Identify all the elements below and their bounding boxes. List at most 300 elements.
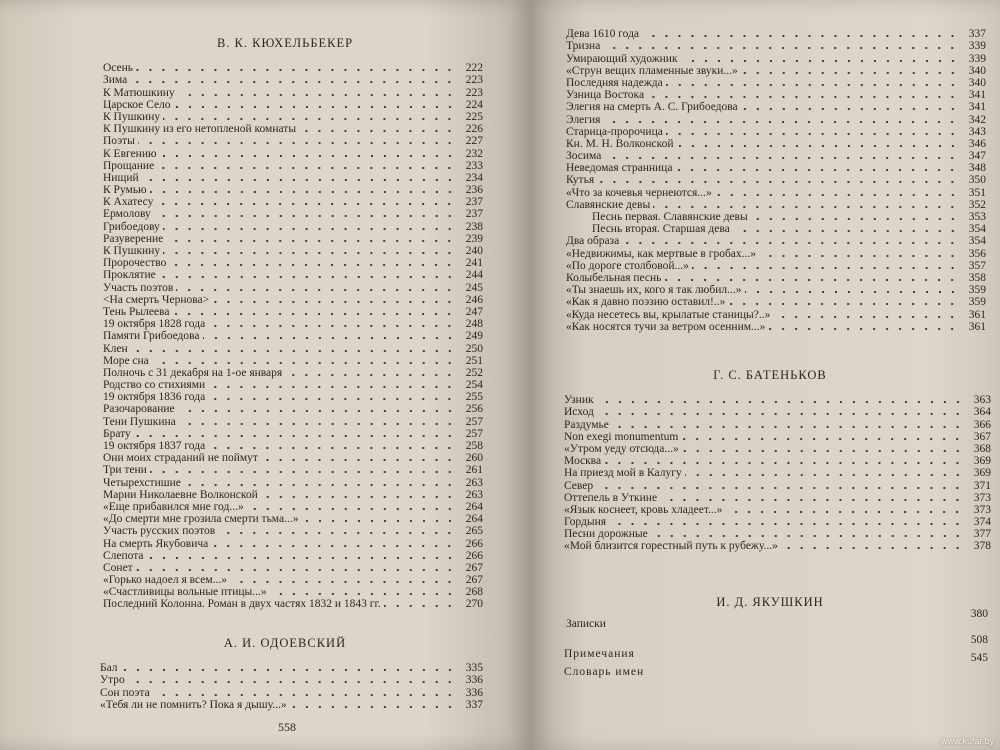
- toc-entry-title: Разуверение: [103, 232, 164, 245]
- dot-leader: [218, 531, 456, 535]
- toc-entry-page: 239: [465, 232, 483, 245]
- toc-entry: [100, 699, 483, 711]
- toc-entry-title: Раздумье: [564, 418, 609, 431]
- toc-entry-page: 364: [973, 406, 991, 419]
- toc-entry: [103, 330, 483, 342]
- toc-entry: [103, 586, 483, 598]
- dot-leader: [131, 349, 456, 353]
- dot-leader: [773, 315, 959, 319]
- toc-entry: [103, 537, 483, 549]
- toc-list-odoevsky: [100, 662, 483, 711]
- toc-entry-title: На приезд мой в Калугу: [564, 467, 682, 480]
- toc-entry: [103, 513, 483, 525]
- toc-entry-title: Элегия на смерть А. С. Грибоедова: [566, 101, 738, 114]
- toc-entry-title: 19 октября 1836 года: [103, 391, 206, 404]
- dot-leader: [211, 544, 456, 548]
- toc-entry-page: 256: [465, 403, 483, 416]
- toc-entry-page: 335: [465, 662, 483, 675]
- dot-leader: [741, 107, 959, 111]
- toc-entry-title: Колыбельная песнь: [566, 271, 662, 284]
- toc-entry-title: Сонет: [103, 561, 133, 574]
- toc-entry-title: «Еще прибавился мне год...»: [103, 500, 244, 513]
- toc-entry-title: Утро: [100, 674, 125, 687]
- toc-entry-page: 361: [968, 308, 986, 321]
- toc-entry: [100, 674, 483, 686]
- toc-entry-page: 361: [968, 320, 986, 333]
- toc-entry-page: 257: [465, 415, 483, 428]
- toc-entry-page: 337: [465, 698, 483, 711]
- toc-entry: [566, 40, 986, 52]
- toc-entry-page: 363: [973, 394, 991, 407]
- toc-entry: [566, 65, 986, 77]
- watermark: www.kufar.by: [940, 736, 994, 746]
- toc-entry: [103, 379, 483, 391]
- toc-entry-page: 373: [973, 491, 991, 504]
- toc-entry-page: 237: [465, 196, 483, 209]
- dot-leader: [176, 288, 456, 292]
- toc-entry: [103, 415, 483, 427]
- toc-entry-page: 267: [465, 561, 483, 574]
- toc-entry-title: «Куда несетесь вы, крылатые станицы?..»: [566, 308, 771, 321]
- toc-entry-page: 226: [465, 123, 483, 136]
- dot-leader: [203, 336, 456, 340]
- toc-entry: [103, 489, 483, 501]
- toc-entry-title: Море сна: [103, 354, 149, 367]
- toc-entry-page: 257: [465, 427, 483, 440]
- toc-entry-title: 19 октября 1837 года: [103, 440, 206, 452]
- toc-entry-title: Умирающий художник: [566, 52, 678, 65]
- toc-entry-page: 222: [465, 62, 483, 75]
- toc-entry-title: «Недвижимы, как мертвые в гробах...»: [566, 247, 757, 260]
- toc-entry-title: «Струн вещих пламенные звуки...»: [566, 64, 738, 77]
- toc-entry-title: «Утром уеду отсюда...»: [564, 442, 679, 455]
- toc-entry: [564, 418, 991, 430]
- toc-entry-page: 267: [465, 574, 483, 587]
- toc-entry-title: К Пушкину: [103, 245, 161, 257]
- toc-entry: [564, 467, 991, 479]
- toc-entry-title: Тени Пушкина: [103, 415, 176, 428]
- toc-entry: [566, 138, 986, 150]
- toc-entry-title: Они моих страданий не поймут: [103, 452, 258, 465]
- dot-leader: [290, 705, 456, 709]
- toc-entry-title: Грибоедову: [103, 220, 160, 233]
- toc-entry-page: 249: [465, 330, 483, 343]
- toc-entry-title: Дева 1610 года: [566, 28, 640, 41]
- toc-entry-page: 254: [465, 379, 483, 392]
- toc-entry-title: Элегия: [566, 113, 601, 126]
- toc-entry-page: 251: [465, 354, 483, 367]
- dot-leader: [154, 214, 456, 218]
- dot-leader: [208, 446, 456, 450]
- toc-entry-page: 340: [968, 64, 986, 77]
- toc-entry-page: 264: [465, 513, 483, 526]
- toc-entry: [566, 150, 986, 162]
- toc-entry-title: Осень: [103, 62, 134, 75]
- toc-entry-page: 240: [465, 245, 483, 257]
- toc-entry-page: 336: [465, 686, 483, 699]
- toc-entry: [103, 147, 483, 159]
- toc-entry: [566, 101, 986, 113]
- toc-entry: [566, 28, 986, 40]
- toc-entry: [103, 342, 483, 354]
- toc-entry-title: Неведомая странница: [566, 162, 673, 175]
- dot-leader: [160, 154, 456, 158]
- toc-entry: [564, 479, 991, 491]
- dot-leader: [664, 278, 959, 282]
- toc-entry: [103, 464, 483, 476]
- toc-entry-title: К Ахатесу: [103, 196, 154, 209]
- toc-entry-title: «Как носятся тучи за ветром осенним...»: [566, 320, 766, 333]
- toc-entry-primechaniya-page: 508: [970, 634, 988, 646]
- dot-leader: [150, 470, 456, 474]
- toc-entry: [566, 284, 986, 296]
- toc-entry-title: Москва: [564, 455, 602, 468]
- dot-leader: [666, 132, 959, 136]
- toc-entry-page: 357: [968, 259, 986, 272]
- dot-leader: [159, 275, 456, 279]
- toc-entry-page: 340: [968, 76, 986, 89]
- dot-leader: [152, 361, 456, 365]
- toc-entry-title: Поэты: [103, 135, 135, 148]
- section-heading-kyukhelbeker: В. К. КЮХЕЛЬБЕКЕР: [216, 36, 354, 50]
- toc-entry: [103, 440, 483, 452]
- toc-entry-page: 369: [973, 455, 991, 468]
- dot-leader: [230, 580, 456, 584]
- toc-entry-title: Сон поэта: [100, 686, 150, 699]
- dot-leader: [642, 34, 959, 38]
- toc-entry-page: 353: [968, 211, 986, 223]
- dot-leader: [681, 437, 964, 441]
- toc-entry-page: 268: [465, 586, 483, 599]
- toc-entry: [103, 99, 483, 111]
- toc-entry: [103, 367, 483, 379]
- toc-entry-title: Узница Востока: [566, 89, 645, 102]
- toc-entry: [564, 528, 991, 540]
- toc-entry-page: 244: [465, 269, 483, 282]
- toc-entry-primechaniya-title: Примечания: [564, 648, 635, 660]
- toc-entry: [566, 186, 986, 198]
- dot-leader: [682, 449, 964, 453]
- dot-leader: [597, 412, 964, 416]
- toc-entry-title: Зосима: [566, 150, 602, 163]
- dot-leader: [174, 105, 456, 109]
- dot-leader: [741, 71, 959, 75]
- dot-leader: [651, 534, 964, 538]
- toc-entry-page: 339: [968, 52, 986, 65]
- dot-leader: [660, 498, 964, 502]
- toc-entry-title: Участь русских поэтов: [103, 525, 216, 538]
- dot-leader: [169, 263, 456, 267]
- toc-entry-page: 224: [465, 98, 483, 111]
- dot-leader: [147, 556, 456, 560]
- toc-entry-page: 250: [465, 342, 483, 355]
- toc-entry-page: 241: [465, 257, 483, 270]
- toc-entry: [103, 184, 483, 196]
- toc-entry: [103, 452, 483, 464]
- toc-entry: [566, 174, 986, 186]
- toc-entry-page: 354: [968, 235, 986, 248]
- toc-entry-title: Тризна: [566, 40, 601, 53]
- toc-entry-slovar-page: 545: [970, 652, 988, 664]
- dot-leader: [208, 385, 456, 389]
- section-heading-batenkov: Г. С. БАТЕНЬКОВ: [713, 368, 827, 382]
- toc-entry-page: 337: [968, 28, 986, 41]
- dot-leader: [261, 495, 456, 499]
- dot-leader: [299, 129, 456, 133]
- toc-entry: [103, 172, 483, 184]
- toc-entry-title: К Пушкину: [103, 110, 161, 123]
- toc-entry-title: Четырехстишие: [103, 476, 181, 489]
- dot-leader: [212, 300, 456, 304]
- dot-leader: [285, 373, 456, 377]
- toc-entry: [103, 525, 483, 537]
- dot-leader: [604, 156, 959, 160]
- toc-entry-page: 356: [968, 247, 986, 260]
- toc-entry-page: 227: [465, 135, 483, 148]
- toc-entry-page: 374: [973, 516, 991, 529]
- toc-entry: [566, 296, 986, 308]
- toc-entry-page: 352: [968, 198, 986, 211]
- toc-entry: [103, 391, 483, 403]
- toc-entry-page: 347: [968, 150, 986, 163]
- toc-entry-title: К Румью: [103, 184, 147, 197]
- dot-leader: [609, 522, 964, 526]
- toc-entry: [103, 245, 483, 257]
- toc-entry: [564, 516, 991, 528]
- toc-entry-page: 350: [968, 174, 986, 187]
- dot-leader: [302, 519, 457, 523]
- dot-leader: [172, 312, 456, 316]
- toc-entry-title: На смерть Якубовича: [103, 537, 209, 550]
- toc-entry-page: 232: [465, 147, 483, 160]
- toc-entry: [564, 540, 991, 552]
- toc-entry-page: 260: [465, 452, 483, 465]
- toc-entry-title: Нищий: [103, 171, 139, 184]
- toc-entry: [100, 686, 483, 698]
- toc-entry-title: Non exegi monumentum: [564, 430, 679, 443]
- toc-entry-page: 339: [968, 40, 986, 53]
- dot-leader: [121, 668, 456, 672]
- toc-entry: [103, 281, 483, 293]
- toc-entry-page: 247: [465, 305, 483, 318]
- toc-entry-title: Брату: [103, 427, 131, 440]
- toc-entry: [564, 431, 991, 443]
- toc-entry: [103, 476, 483, 488]
- toc-entry-page: 225: [465, 110, 483, 123]
- dot-leader: [261, 458, 456, 462]
- toc-entry-page: 248: [465, 318, 483, 331]
- toc-entry-title: Участь поэтов: [103, 281, 174, 294]
- toc-entry-page: 346: [968, 137, 986, 150]
- dot-leader: [681, 59, 959, 63]
- toc-entry-title: Старица-пророчица: [566, 125, 663, 138]
- toc-entry-page: 341: [968, 89, 986, 102]
- toc-entry: [103, 501, 483, 513]
- toc-entry-page: 341: [968, 101, 986, 114]
- toc-entry: [103, 62, 483, 74]
- dot-leader: [130, 80, 456, 84]
- toc-entry-title: «Как я давно поэзию оставил!..»: [566, 296, 726, 309]
- toc-entry-title: Ермолову: [103, 208, 151, 221]
- toc-entry: [103, 428, 483, 440]
- toc-entry-page: 223: [465, 86, 483, 99]
- toc-entry: [103, 196, 483, 208]
- dot-leader: [725, 510, 964, 514]
- toc-entry: [103, 269, 483, 281]
- page-number: 558: [278, 720, 296, 734]
- toc-entry: [566, 321, 986, 333]
- dot-leader: [142, 178, 456, 182]
- toc-entry-page: 252: [465, 366, 483, 379]
- dot-leader: [653, 205, 959, 209]
- toc-entry: [566, 52, 986, 64]
- toc-entry-title: Исход: [564, 406, 594, 419]
- dot-leader: [150, 190, 456, 194]
- toc-entry-page: 238: [465, 220, 483, 233]
- dot-leader: [157, 166, 456, 170]
- dot-leader: [647, 95, 959, 99]
- toc-entry: [103, 562, 483, 574]
- toc-entry-page: 255: [465, 391, 483, 404]
- toc-entry-title: Полночь с 31 декабря на 1-ое января: [103, 366, 283, 379]
- toc-entry-title: «Мой близится горестный путь к рубежу...»: [564, 540, 778, 553]
- toc-entry-page: 264: [465, 500, 483, 513]
- toc-entry-title: «По дороге столбовой...»: [566, 259, 689, 272]
- toc-entry: [564, 406, 991, 418]
- toc-entry-slovar-title: Словарь имен: [564, 666, 645, 678]
- toc-entry-title: Разочарование: [103, 403, 175, 416]
- toc-entry: [564, 443, 991, 455]
- toc-entry-title: К Пушкину из его нетопленой комнаты: [103, 123, 297, 136]
- toc-entry: [103, 74, 483, 86]
- dot-leader: [612, 425, 964, 429]
- toc-entry-page: 351: [968, 186, 986, 199]
- toc-entry: [564, 504, 991, 516]
- toc-entry-page: 354: [968, 223, 986, 236]
- dot-leader: [692, 266, 959, 270]
- toc-entry-page: 373: [973, 503, 991, 516]
- toc-entry-title: Зима: [103, 74, 128, 87]
- toc-entry-title: Славянские девы: [566, 198, 651, 211]
- toc-list-batenkov: [564, 394, 991, 552]
- toc-entry-title: Бал: [100, 662, 118, 675]
- toc-entry-title: Узник: [564, 394, 594, 407]
- toc-entry: [564, 492, 991, 504]
- dot-leader: [128, 680, 456, 684]
- toc-entry-page: 377: [973, 528, 991, 541]
- toc-entry-page: 263: [465, 488, 483, 501]
- toc-entry: [566, 272, 986, 284]
- toc-entry-title: Родство со стихиями: [103, 379, 206, 392]
- toc-entry-title: К Матюшкину: [103, 86, 175, 99]
- toc-entry-title: Тень Рылеева: [103, 305, 170, 318]
- dot-leader: [208, 397, 456, 401]
- dot-leader: [781, 546, 964, 550]
- dot-leader: [759, 254, 959, 258]
- toc-entry: [103, 111, 483, 123]
- dot-leader: [270, 592, 456, 596]
- dot-leader: [136, 68, 456, 72]
- dot-leader: [622, 241, 959, 245]
- toc-entry: [103, 233, 483, 245]
- toc-entry-title: Два образа: [566, 235, 620, 248]
- toc-entry-title: Кн. М. Н. Волконской: [566, 137, 674, 150]
- toc-entry-title: Последний Колонна. Роман в двух частях 1832 и 1843 гг.: [103, 598, 381, 611]
- toc-entry: [566, 162, 986, 174]
- toc-entry: [566, 211, 986, 223]
- dot-leader: [179, 422, 456, 426]
- toc-entry-page: 358: [968, 271, 986, 284]
- toc-entry: [103, 123, 483, 135]
- toc-entry: [103, 220, 483, 232]
- toc-entry-title: «До смерти мне грозила смерти тьма...»: [103, 513, 299, 526]
- dot-leader: [184, 483, 456, 487]
- dot-leader: [715, 193, 959, 197]
- dot-leader: [685, 473, 964, 477]
- toc-entry: [103, 86, 483, 98]
- toc-entry-title: К Евгению: [103, 147, 157, 160]
- toc-entry: [103, 598, 483, 610]
- toc-entry-page: 368: [973, 442, 991, 455]
- toc-entry-page: 223: [465, 74, 483, 87]
- toc-entry-page: 366: [973, 418, 991, 431]
- toc-entry-page: 359: [968, 284, 986, 297]
- toc-entry: [103, 135, 483, 147]
- toc-entry-title: Оттепель в Уткине: [564, 491, 658, 504]
- toc-entry-title: Проклятие: [103, 269, 156, 282]
- toc-entry-page: 367: [973, 430, 991, 443]
- toc-entry: [566, 223, 986, 235]
- toc-entry-title: Кутья: [566, 174, 595, 187]
- right-page: [530, 0, 1000, 750]
- toc-entry: [566, 260, 986, 272]
- dot-leader: [138, 141, 456, 145]
- toc-entry: [566, 77, 986, 89]
- section-heading-odoevsky: А. И. ОДОЕВСКИЙ: [223, 636, 347, 650]
- toc-entry: [566, 126, 986, 138]
- toc-entry-title: Слепота: [103, 549, 144, 562]
- dot-leader: [677, 144, 959, 148]
- toc-entry-page: 266: [465, 537, 483, 550]
- toc-entry-page: 265: [465, 525, 483, 538]
- toc-entry-zapiski-page: 380: [970, 608, 988, 620]
- dot-leader: [208, 324, 456, 328]
- toc-entry-page: 233: [465, 159, 483, 172]
- toc-entry: [566, 247, 986, 259]
- toc-entry-title: Памяти Грибоедова: [103, 330, 200, 343]
- toc-entry-page: 369: [973, 467, 991, 480]
- dot-leader: [604, 461, 964, 465]
- dot-leader: [745, 290, 960, 294]
- dot-leader: [728, 302, 959, 306]
- dot-leader: [136, 568, 456, 572]
- toc-entry-page: 246: [465, 293, 483, 306]
- dot-leader: [603, 46, 959, 50]
- toc-entry: [103, 294, 483, 306]
- dot-leader: [603, 120, 959, 124]
- dot-leader: [596, 486, 964, 490]
- dot-leader: [597, 400, 964, 404]
- toc-entry: [103, 306, 483, 318]
- toc-entry-title: «Счастливицы вольные птицы...»: [103, 586, 267, 599]
- toc-entry-page: 342: [968, 113, 986, 126]
- toc-entry: [566, 89, 986, 101]
- toc-entry-zapiski-title: Записки: [566, 618, 606, 630]
- dot-leader: [156, 202, 456, 206]
- dot-leader: [751, 217, 959, 221]
- toc-entry-page: 245: [465, 281, 483, 294]
- toc-entry-page: 234: [465, 171, 483, 184]
